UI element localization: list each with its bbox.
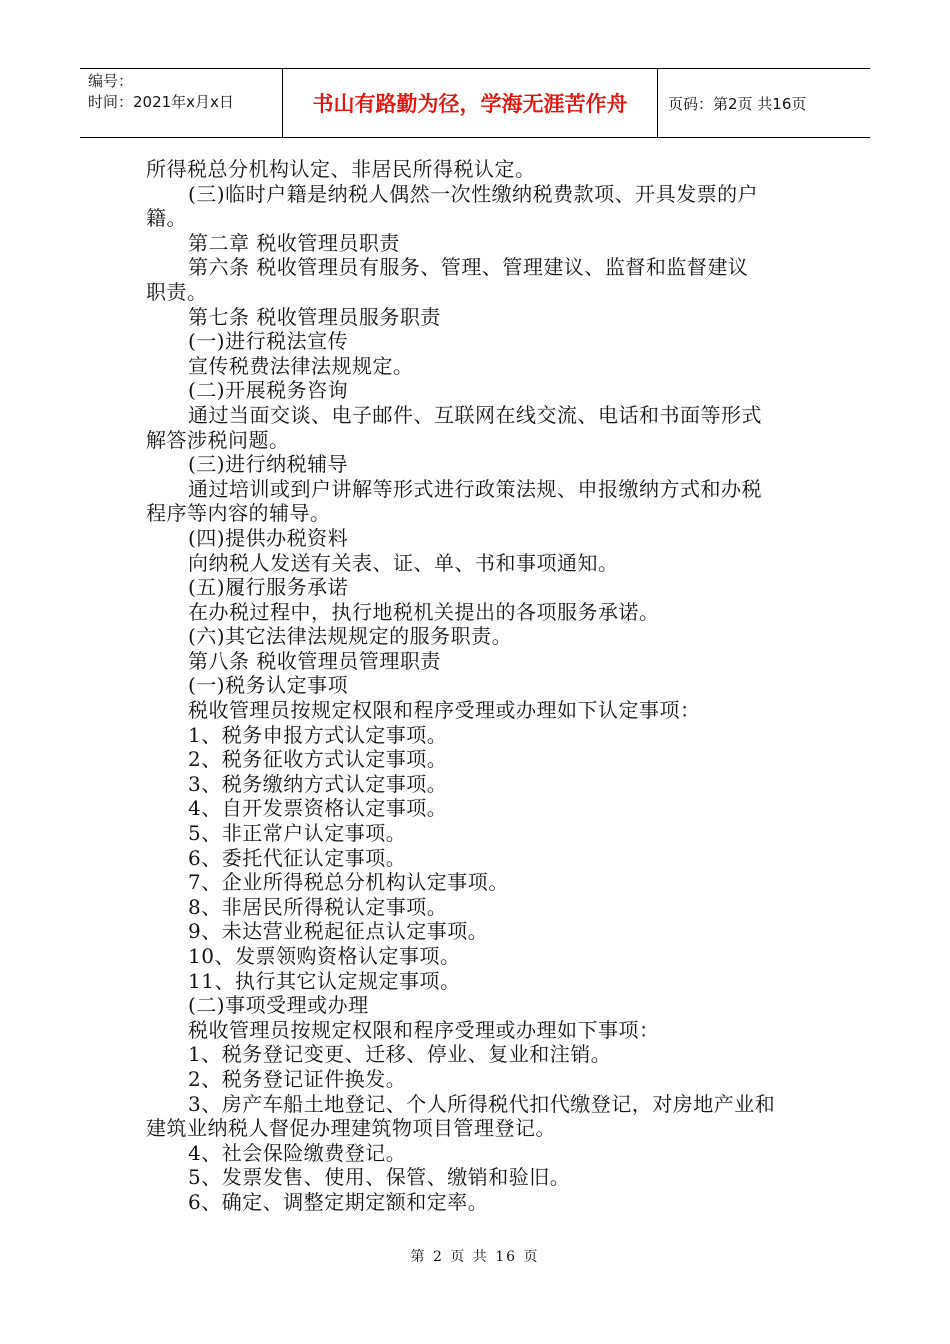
- body-line: 税收管理员按规定权限和程序受理或办理如下事项：: [188, 1017, 660, 1042]
- body-line: 4、社会保险缴费登记。: [188, 1140, 407, 1165]
- body-line: 10、发票领购资格认定事项。: [188, 944, 461, 968]
- body-line: 5、发票发售、使用、保管、缴销和验旧。: [188, 1165, 571, 1190]
- body-line: 通过当面交谈、电子邮件、互联网在线交流、电话和书面等形式: [188, 402, 762, 427]
- body-line: (六)其它法律法规规定的服务职责。: [188, 624, 513, 649]
- body-line: 6、委托代征认定事项。: [188, 845, 407, 870]
- body-line: 通过培训或到户讲解等形式进行政策法规、申报缴纳方式和办税: [188, 476, 762, 501]
- body-line: 11、执行其它认定规定事项。: [188, 968, 461, 993]
- body-line: (二)开展税务咨询: [188, 378, 349, 403]
- body-line: 5、非正常户认定事项。: [188, 821, 407, 846]
- body-line: 第七条 税收管理员服务职责: [188, 304, 441, 329]
- body-line: (一)税务认定事项: [188, 673, 349, 698]
- body-line: 1、税务申报方式认定事项。: [188, 722, 448, 747]
- body-line: 2、税务征收方式认定事项。: [188, 747, 448, 772]
- body-line: (五)履行服务承诺: [188, 575, 349, 600]
- body-line: 第八条 税收管理员管理职责: [188, 648, 441, 673]
- body-line: 职责。: [146, 279, 208, 304]
- body-line: 向纳税人发送有关表、证、单、书和事项通知。: [188, 550, 619, 575]
- document-body: [146, 157, 806, 1215]
- page-footer: 第 2 页 共 16 页: [410, 1249, 540, 1265]
- body-line: 建筑业纳税人督促办理建筑物项目管理登记。: [146, 1116, 556, 1141]
- body-line: 税收管理员按规定权限和程序受理或办理如下认定事项：: [188, 698, 701, 723]
- body-line: 程序等内容的辅导。: [146, 501, 331, 526]
- header-meta: [80, 69, 283, 137]
- body-line: 6、确定、调整定期定额和定率。: [188, 1189, 489, 1214]
- body-line: 解答涉税问题。: [146, 427, 290, 452]
- document-date-label: 时间：2021年x月x日: [88, 93, 234, 111]
- body-line: (二)事项受理或办理: [188, 993, 369, 1018]
- body-line: (三)临时户籍是纳税人偶然一次性缴纳税费款项、开具发票的户: [188, 181, 759, 206]
- body-line: 4、自开发票资格认定事项。: [188, 796, 448, 821]
- body-line: 8、非居民所得税认定事项。: [188, 894, 448, 919]
- body-line: 2、税务登记证件换发。: [188, 1066, 407, 1091]
- body-line: (一)进行税法宣传: [188, 329, 349, 354]
- body-line: 7、企业所得税总分机构认定事项。: [188, 870, 509, 895]
- page-header: [80, 68, 870, 138]
- header-motto: 书山有路勤为径，学海无涯苦作舟: [283, 69, 658, 137]
- body-line: 3、税务缴纳方式认定事项。: [188, 771, 448, 796]
- body-line: 1、税务登记变更、迁移、停业、复业和注销。: [188, 1042, 612, 1067]
- body-line: 在办税过程中，执行地税机关提出的各项服务承诺。: [188, 599, 660, 624]
- body-line: 9、未达营业税起征点认定事项。: [188, 919, 489, 944]
- body-line: 宣传税费法律法规规定。: [188, 353, 414, 378]
- document-number-label: 编号：: [88, 72, 134, 90]
- body-line: 第二章 税收管理员职责: [188, 230, 400, 255]
- body-line: 所得税总分机构认定、非居民所得税认定。: [146, 157, 536, 181]
- header-page-info: 页码：第2页 共16页: [668, 94, 807, 113]
- body-line: 3、房产车船土地登记、个人所得税代扣代缴登记，对房地产业和: [188, 1091, 776, 1116]
- body-line: 第六条 税收管理员有服务、管理、管理建议、监督和监督建议: [188, 255, 749, 280]
- body-line: 籍。: [146, 206, 187, 231]
- body-line: (四)提供办税资料: [188, 525, 349, 550]
- body-line: (三)进行纳税辅导: [188, 452, 349, 477]
